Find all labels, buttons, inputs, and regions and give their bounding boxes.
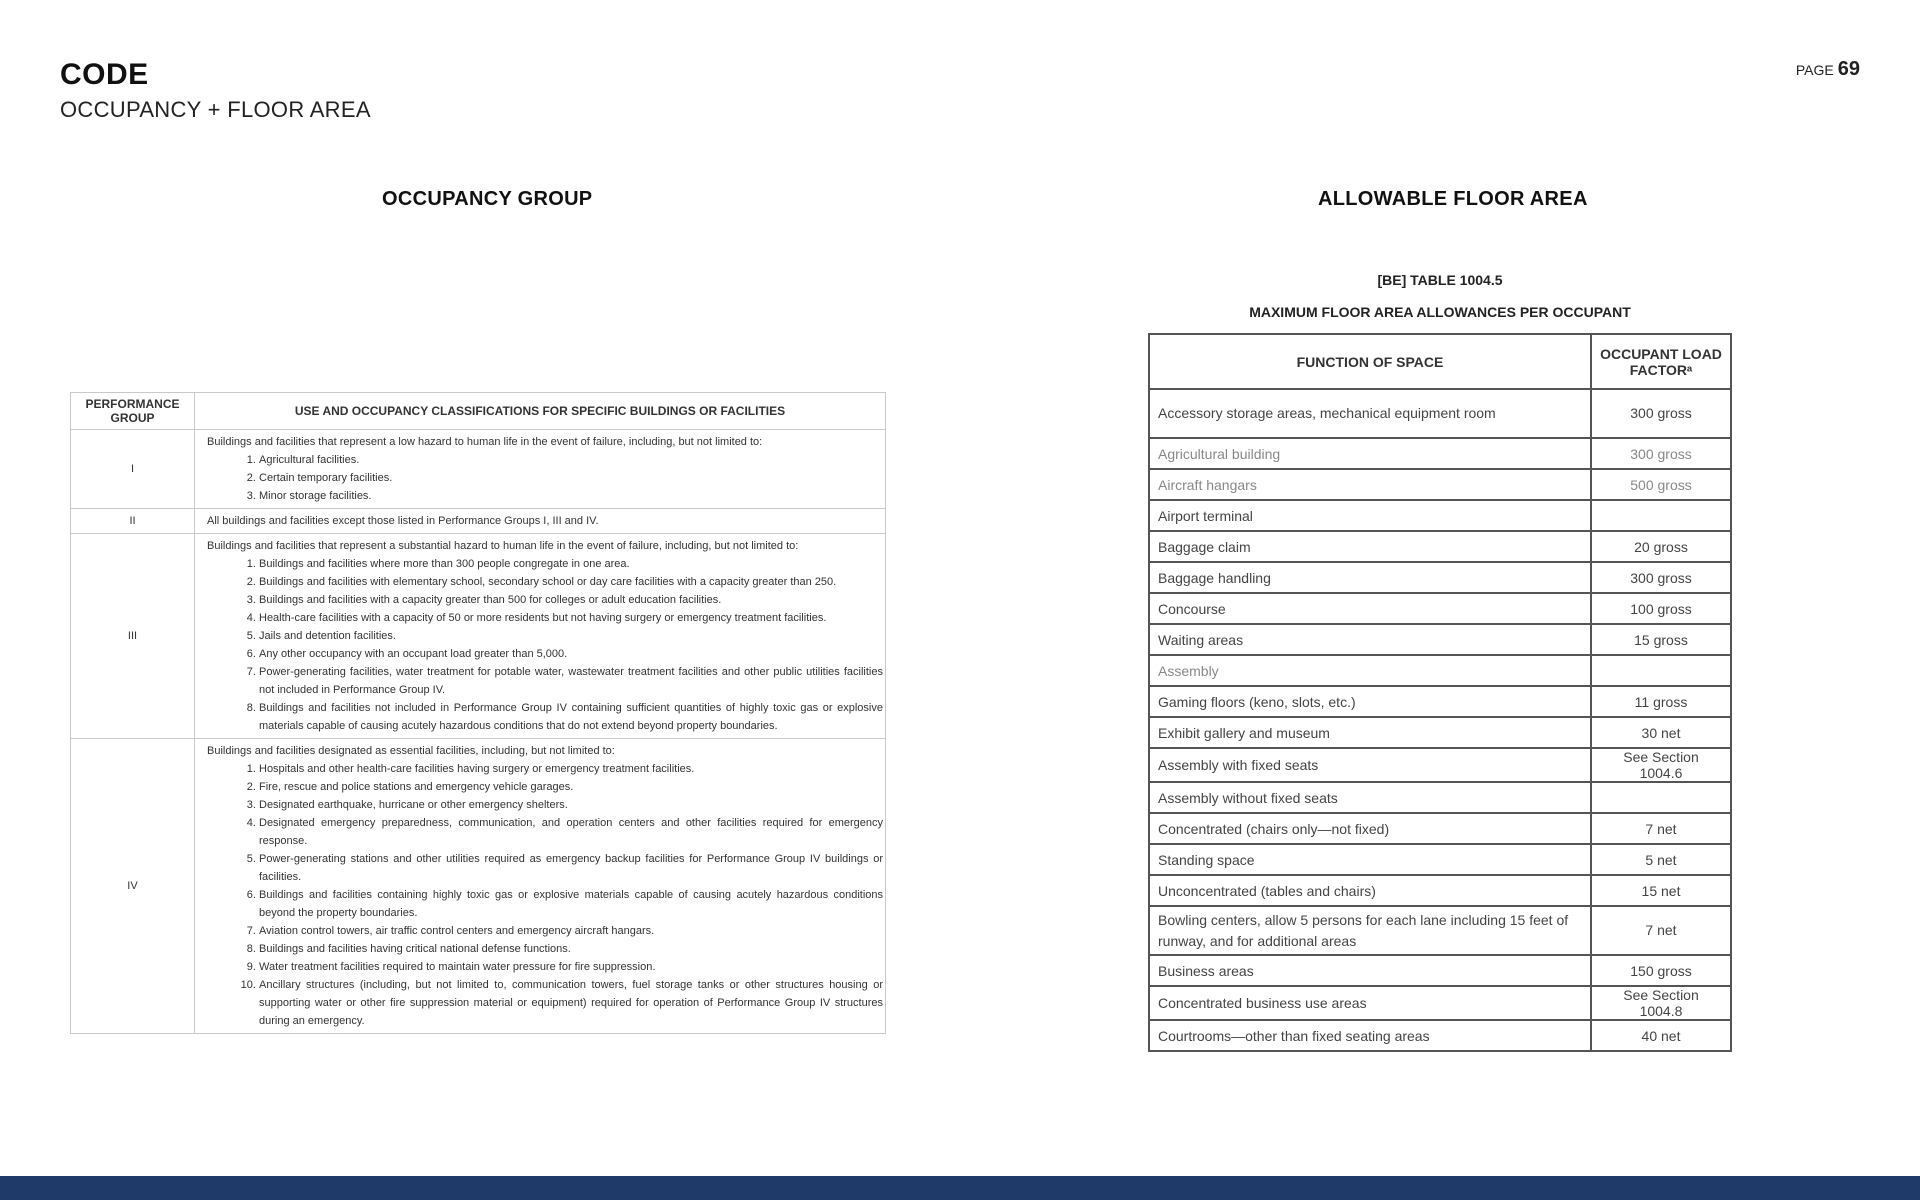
table-row <box>1149 469 1731 500</box>
list-item: 3. Minor storage facilities. <box>259 487 883 505</box>
list-item: 7. Power-generating facilities, water treatment for potable water, wastewater treatment facilities and other public utilities facilities not included in Performance Group IV. <box>259 663 883 699</box>
performance-group-cell: II <box>71 509 195 534</box>
table-row <box>1149 782 1731 813</box>
function-of-space-cell: Courtrooms—other than fixed seating areas <box>1149 1020 1591 1051</box>
table-row <box>1149 686 1731 717</box>
occupant-load-factor-cell: 40 net <box>1591 1020 1731 1051</box>
function-of-space-cell: Concentrated (chairs only—not fixed) <box>1149 813 1591 844</box>
list-item: 3. Buildings and facilities with a capacity greater than 500 for colleges or adult education facilities. <box>259 591 883 609</box>
list-item: 1. Buildings and facilities where more than 300 people congregate in one area. <box>259 555 883 573</box>
table-row <box>1149 562 1731 593</box>
function-of-space-cell: Unconcentrated (tables and chairs) <box>1149 875 1591 906</box>
floor-table-body <box>1149 389 1731 1051</box>
table-row <box>71 739 886 1034</box>
classification-intro: Buildings and facilities that represent a substantial hazard to human life in the event of failure, including, but not limited to: <box>207 540 799 552</box>
table-row <box>1149 389 1731 438</box>
performance-group-cell: I <box>71 430 195 509</box>
allowable-floor-area-heading: ALLOWABLE FLOOR AREA <box>1318 188 1588 210</box>
function-of-space-cell: Concourse <box>1149 593 1591 624</box>
performance-group-cell: III <box>71 534 195 739</box>
list-item: 3. Designated earthquake, hurricane or other emergency shelters. <box>259 796 883 814</box>
footer-bar <box>0 1176 1920 1200</box>
occupancy-group-heading: OCCUPANCY GROUP <box>382 188 593 210</box>
occupant-load-factor-header: OCCUPANT LOAD FACTORᵃ <box>1591 334 1731 389</box>
function-of-space-cell: Gaming floors (keno, slots, etc.) <box>1149 686 1591 717</box>
occupant-load-factor-cell: 300 gross <box>1591 389 1731 438</box>
floor-area-table-clip <box>1147 333 1733 1084</box>
table-row <box>71 509 886 534</box>
list-item: 5. Power-generating stations and other utilities required as emergency backup facilities for Performance Group IV buildings or facilities. <box>259 850 883 886</box>
occupant-load-factor-cell: 5 net <box>1591 844 1731 875</box>
occupant-load-factor-cell: 500 gross <box>1591 469 1731 500</box>
floor-area-table <box>1148 333 1732 1052</box>
function-of-space-cell: Assembly <box>1149 655 1591 686</box>
floor-table-number: [BE] TABLE 1004.5 <box>1377 272 1503 288</box>
table-row <box>1149 1020 1731 1051</box>
page-label: PAGE <box>1795 62 1834 78</box>
function-of-space-cell: Accessory storage areas, mechanical equipment room <box>1149 389 1591 438</box>
table-row <box>1149 593 1731 624</box>
function-of-space-cell: Agricultural building <box>1149 438 1591 469</box>
classification-cell <box>195 534 886 739</box>
occupant-load-factor-cell: 11 gross <box>1591 686 1731 717</box>
function-of-space-cell: Assembly without fixed seats <box>1149 782 1591 813</box>
performance-group-header: PERFORMANCE GROUP <box>71 393 195 430</box>
table-row <box>1149 500 1731 531</box>
occupant-load-factor-cell: 20 gross <box>1591 531 1731 562</box>
classification-cell <box>195 430 886 509</box>
function-of-space-cell: Exhibit gallery and museum <box>1149 717 1591 748</box>
occupant-load-factor-cell <box>1591 655 1731 686</box>
page-number-value: 69 <box>1837 58 1860 80</box>
occupant-load-factor-cell: See Section 1004.6 <box>1591 748 1731 782</box>
page-title: CODE <box>60 58 149 91</box>
occupant-load-factor-cell <box>1591 500 1731 531</box>
occupant-load-factor-cell <box>1591 782 1731 813</box>
list-item: 7. Aviation control towers, air traffic control centers and emergency aircraft hangars. <box>259 922 883 940</box>
table-row <box>71 430 886 509</box>
occupant-load-factor-cell: 150 gross <box>1591 955 1731 986</box>
occupant-load-factor-cell: 300 gross <box>1591 438 1731 469</box>
list-item: 9. Water treatment facilities required to maintain water pressure for fire suppression. <box>259 958 883 976</box>
classification-list <box>207 451 883 505</box>
table-row <box>1149 655 1731 686</box>
classification-list <box>207 555 883 735</box>
list-item: 6. Any other occupancy with an occupant load greater than 5,000. <box>259 645 883 663</box>
floor-table-title: MAXIMUM FLOOR AREA ALLOWANCES PER OCCUPANT <box>1249 304 1631 320</box>
list-item: 1. Agricultural facilities. <box>259 451 883 469</box>
table-row <box>1149 875 1731 906</box>
performance-table-body <box>71 430 886 1034</box>
list-item: 2. Buildings and facilities with elementary school, secondary school or day care facilities with a capacity greater than 250. <box>259 573 883 591</box>
table-row <box>71 534 886 739</box>
performance-group-table <box>70 392 886 1034</box>
function-of-space-header: FUNCTION OF SPACE <box>1149 334 1591 389</box>
list-item: 8. Buildings and facilities not included in Performance Group IV containing sufficient quantities of highly toxic gas or explosive materials capable of causing acutely hazardous conditions that do not extend beyond property boundaries. <box>259 699 883 735</box>
occupant-load-factor-cell: 30 net <box>1591 717 1731 748</box>
list-item: 4. Health-care facilities with a capacity of 50 or more residents but not having surgery or emergency treatment facilities. <box>259 609 883 627</box>
function-of-space-cell: Aircraft hangars <box>1149 469 1591 500</box>
occupant-load-factor-cell: 7 net <box>1591 813 1731 844</box>
function-of-space-cell: Airport terminal <box>1149 500 1591 531</box>
page-number <box>1796 58 1860 81</box>
occupant-load-factor-cell: 15 net <box>1591 875 1731 906</box>
occupant-load-factor-cell: 15 gross <box>1591 624 1731 655</box>
classification-cell <box>195 509 886 534</box>
table-row <box>1149 531 1731 562</box>
function-of-space-cell: Assembly with fixed seats <box>1149 748 1591 782</box>
list-item: 4. Designated emergency preparedness, communication, and operation centers and other facilities required for emergency response. <box>259 814 883 850</box>
function-of-space-cell: Bowling centers, allow 5 persons for each lane including 15 feet of runway, and for additional areas <box>1149 906 1591 955</box>
classification-header: USE AND OCCUPANCY CLASSIFICATIONS FOR SPECIFIC BUILDINGS OR FACILITIES <box>195 393 886 430</box>
list-item: 2. Fire, rescue and police stations and emergency vehicle garages. <box>259 778 883 796</box>
classification-intro: Buildings and facilities designated as essential facilities, including, but not limited to: <box>207 745 615 757</box>
table-header-row <box>1149 334 1731 389</box>
performance-group-cell: IV <box>71 739 195 1034</box>
function-of-space-cell: Baggage handling <box>1149 562 1591 593</box>
table-row <box>1149 844 1731 875</box>
table-row <box>1149 906 1731 955</box>
list-item: 8. Buildings and facilities having critical national defense functions. <box>259 940 883 958</box>
page-subtitle: OCCUPANCY + FLOOR AREA <box>60 97 371 122</box>
classification-intro: Buildings and facilities that represent a low hazard to human life in the event of failure, including, but not limited to: <box>207 436 763 448</box>
list-item: 1. Hospitals and other health-care facilities having surgery or emergency treatment facilities. <box>259 760 883 778</box>
list-item: 2. Certain temporary facilities. <box>259 469 883 487</box>
list-item: 10. Ancillary structures (including, but not limited to, communication towers, fuel storage tanks or other structures housing or supporting water or other fire suppression material or equipment) required for operation of Performance Group IV structures during an emergency. <box>259 976 883 1030</box>
table-row <box>1149 624 1731 655</box>
table-row <box>1149 955 1731 986</box>
table-row <box>1149 813 1731 844</box>
classification-cell <box>195 739 886 1034</box>
function-of-space-cell: Baggage claim <box>1149 531 1591 562</box>
list-item: 5. Jails and detention facilities. <box>259 627 883 645</box>
occupant-load-factor-cell: 100 gross <box>1591 593 1731 624</box>
table-row <box>1149 748 1731 782</box>
occupant-load-factor-cell: 7 net <box>1591 906 1731 955</box>
table-header-row <box>71 393 886 430</box>
function-of-space-cell: Business areas <box>1149 955 1591 986</box>
table-row <box>1149 986 1731 1020</box>
table-row <box>1149 717 1731 748</box>
list-item: 6. Buildings and facilities containing highly toxic gas or explosive materials capable of causing acutely hazardous conditions beyond the property boundaries. <box>259 886 883 922</box>
function-of-space-cell: Concentrated business use areas <box>1149 986 1591 1020</box>
function-of-space-cell: Waiting areas <box>1149 624 1591 655</box>
occupant-load-factor-cell: See Section 1004.8 <box>1591 986 1731 1020</box>
function-of-space-cell: Standing space <box>1149 844 1591 875</box>
classification-list <box>207 760 883 1030</box>
classification-intro: All buildings and facilities except those listed in Performance Groups I, III and IV. <box>207 515 599 527</box>
occupant-load-factor-cell: 300 gross <box>1591 562 1731 593</box>
table-row <box>1149 438 1731 469</box>
